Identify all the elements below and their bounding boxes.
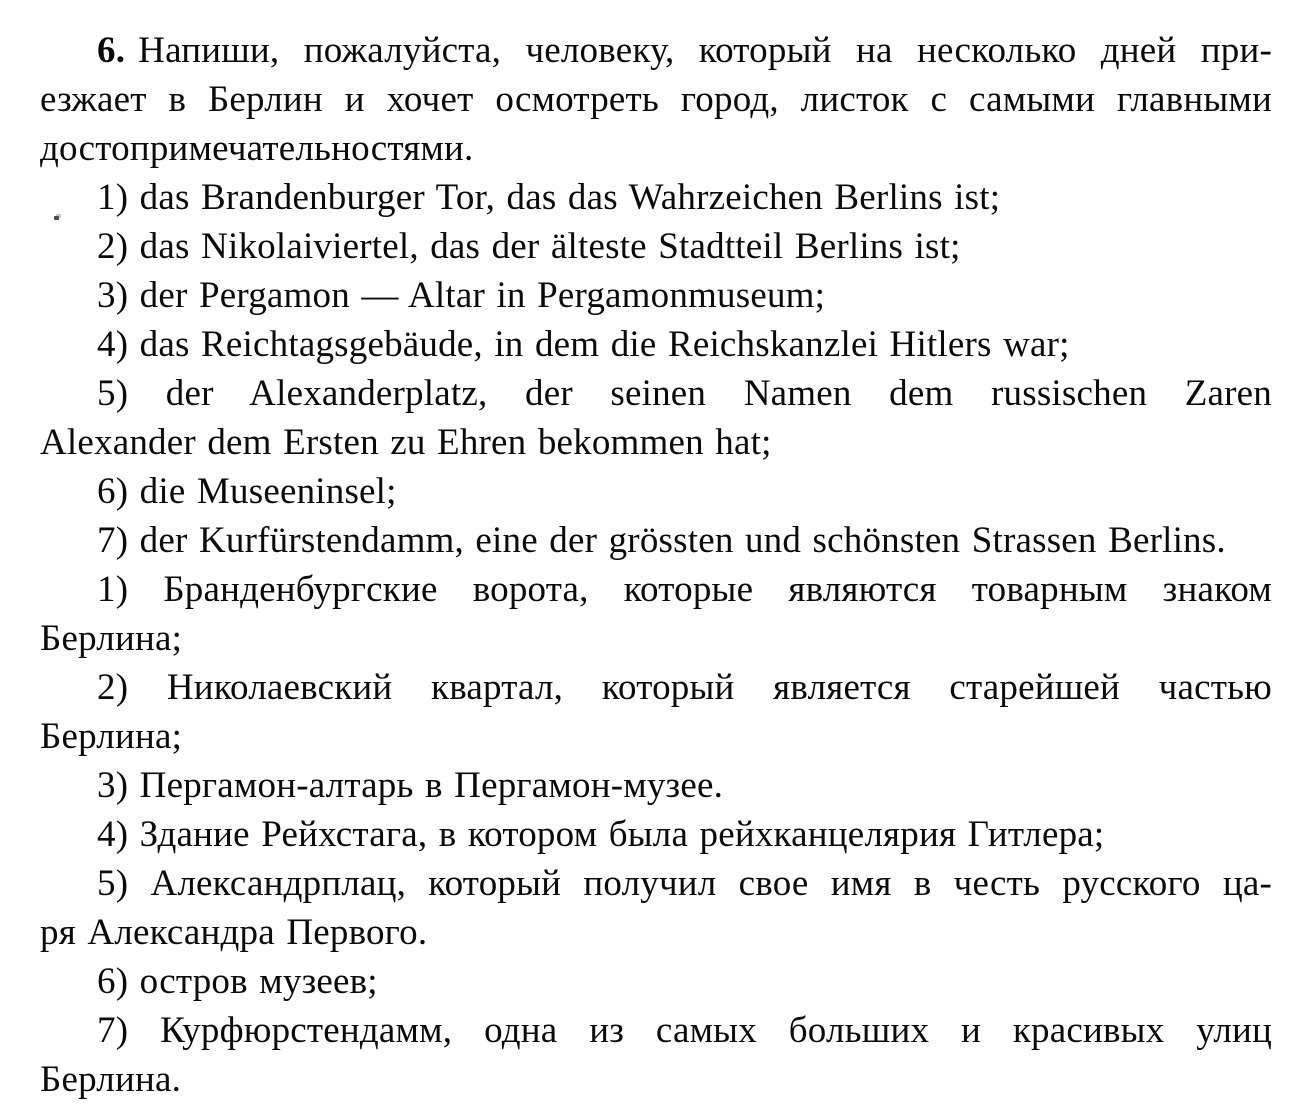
russian-item-7-continuation: Берлина. — [40, 1059, 182, 1100]
russian-item-3: 3) Пергамон-алтарь в Пергамон-музее. — [97, 765, 724, 806]
russian-item-7: 7) Курфюрстендамм, одна из самых больших и красивых улиц — [97, 1010, 1272, 1051]
russian-item-4: 4) Здание Рейхстага, в котором была рейхканцелярия Гитлера; — [97, 814, 1105, 855]
german-item-6: 6) die Museeninsel; — [97, 471, 397, 512]
russian-item-2: 2) Николаевский квартал, который является старейшей частью — [97, 667, 1272, 708]
russian-item-1-continuation: Берлина; — [40, 618, 183, 659]
german-item-7: 7) der Kurfürstendamm, eine der grössten und schönsten Strassen Berlins. — [97, 520, 1226, 561]
german-item-4: 4) das Reichtagsgebäude, in dem die Reichskanzlei Hitlers war; — [97, 324, 1070, 365]
russian-item-2-continuation: Берлина; — [40, 716, 183, 757]
russian-item-1: 1) Бранденбургские ворота, которые являются товарным знаком — [97, 569, 1272, 610]
task-intro-line-2: езжает в Берлин и хочет осмотреть город, листок с самыми главными — [40, 79, 1272, 120]
german-item-5-continuation: Alexander dem Ersten zu Ehren bekommen hat; — [40, 422, 772, 463]
german-item-1: 1) das Brandenburger Tor, das das Wahrzeichen Berlins ist; — [97, 177, 1001, 218]
task-intro-line-1 — [40, 26, 1272, 75]
task-intro-line-3: достопримечательностями. — [40, 128, 474, 169]
german-item-3: 3) der Pergamon — Altar in Pergamonmuseum; — [97, 275, 826, 316]
scan-speck-artifact — [54, 216, 59, 220]
german-item-2: 2) das Nikolaiviertel, das der älteste Stadtteil Berlins ist; — [97, 226, 961, 267]
task-number: 6. — [97, 30, 126, 71]
russian-item-6: 6) остров музеев; — [97, 961, 378, 1002]
german-item-5: 5) der Alexanderplatz, der seinen Namen dem russischen Zaren — [97, 373, 1272, 414]
russian-item-5-continuation: ря Александра Первого. — [40, 912, 428, 953]
task-intro-text-1: Напиши, пожалуйста, человеку, который на несколько дней при- — [138, 30, 1272, 71]
russian-item-5: 5) Александрплац, который получил свое имя в честь русского ца- — [97, 863, 1272, 904]
